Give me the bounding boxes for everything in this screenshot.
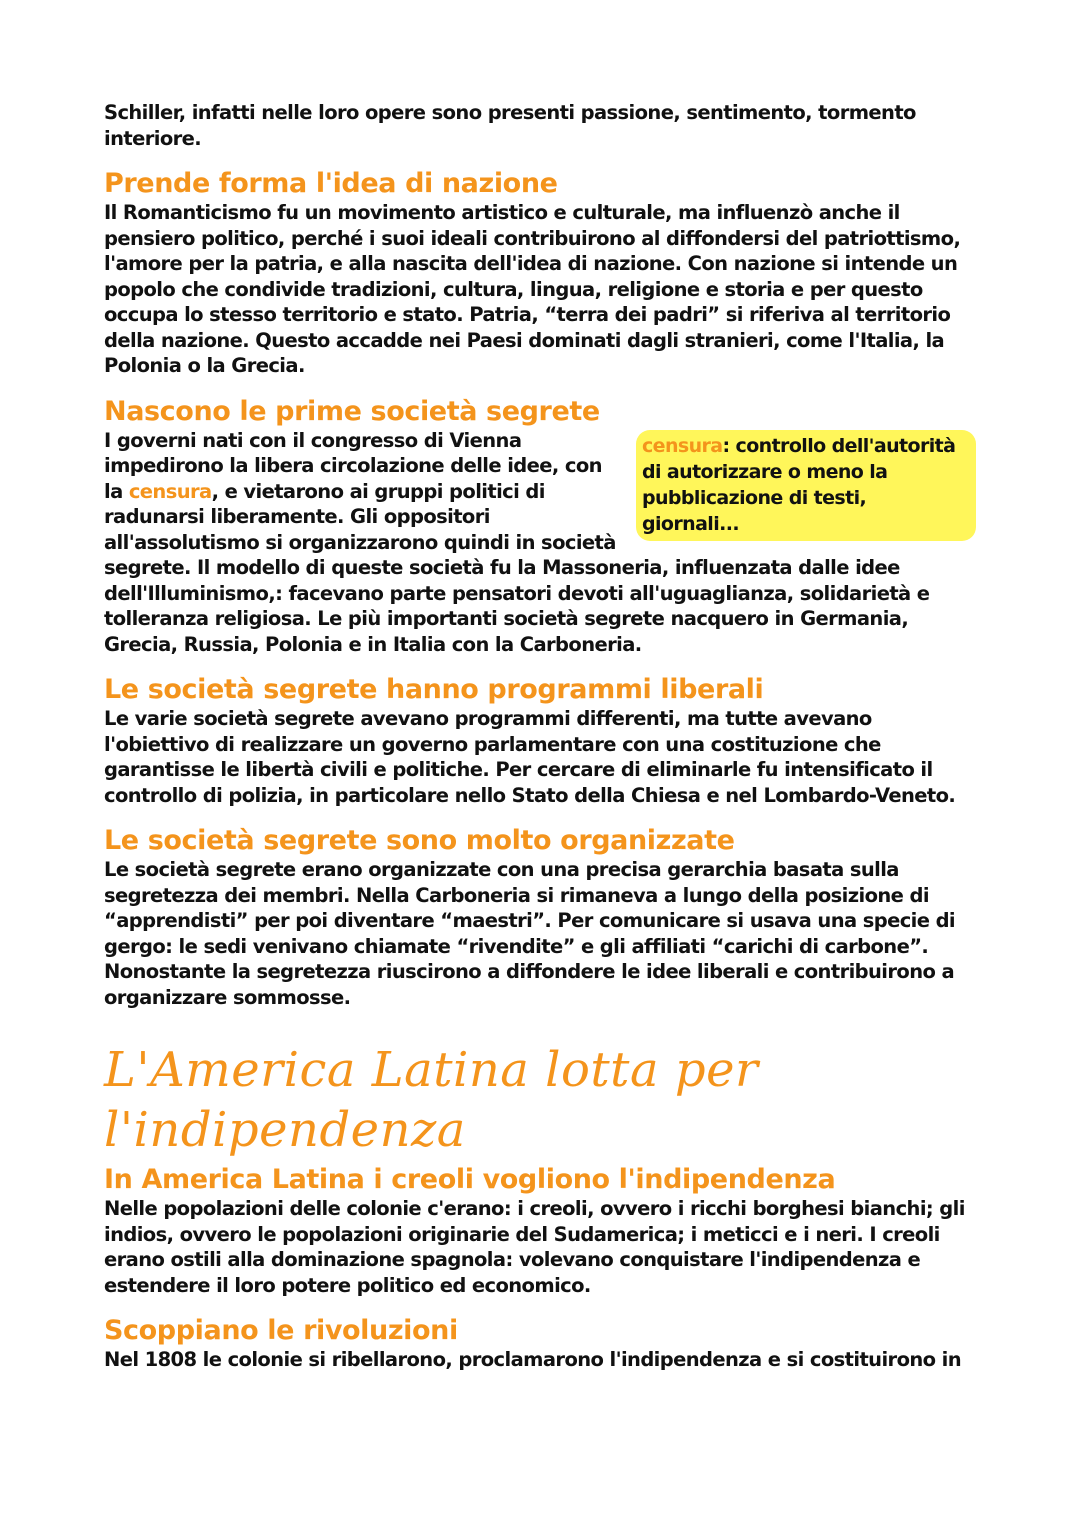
callout-term: censura [642,434,723,457]
section-societa-segrete [104,396,976,658]
section-heading: Scoppiano le rivoluzioni [104,1315,458,1346]
definition-callout [636,430,976,541]
section-body: Il Romanticismo fu un movimento artistico e culturale, ma influenzò anche il pensiero politico, perché i suoi ideali contribuirono al diffondersi del patriottismo, l'amore per la patria, e alla nascita dell'idea di nazione. Con nazione si intende un popolo che condivide tradizioni, cultura, lingua, religione e storia e per questo occupa lo stesso territorio e stato. Patria, “terra dei padri” si riferiva al territorio della nazione. Questo accadde nei Paesi dominati dagli stranieri, come l'Italia, la Polonia o la Grecia. [104,201,961,377]
section-rivoluzioni [104,1315,976,1373]
section-body: Nel 1808 le colonie si ribellarono, proclamarono l'indipendenza e si costituirono in [104,1348,961,1371]
section-programmi-liberali [104,674,976,808]
body-text-start: I governi nati con il congresso di Vienna impedirono la libera circolazione delle idee, con la [104,428,602,503]
section-organizzazione [104,825,976,1010]
notes-content [104,100,976,1373]
section-body: Le società segrete erano organizzate con una precisa gerarchia basata sulla segretezza dei membri. Nella Carboneria si rimaneva a lungo della posizione di “apprendisti” per poi diventare “maestri”. Per comunicare si usava una specie di gergo: le sedi venivano chiamate “rivendite” e gli affiliati “carichi di carbone”. Nonostante la segretezza riuscirono a diffondere le idee liberali e contribuirono a organizzare sommosse. [104,858,956,1009]
section-heading: Le società segrete hanno programmi liberali [104,674,764,705]
section-creoli [104,1164,976,1298]
intro-paragraph: Schiller, infatti nelle loro opere sono presenti passione, sentimento, tormento interiore. [104,101,916,150]
section-idea-nazione [104,168,976,379]
section-heading: In America Latina i creoli vogliono l'indipendenza [104,1164,836,1195]
section-body: Nelle popolazioni delle colonie c'erano: i creoli, ovvero i ricchi borghesi bianchi; gli indios, ovvero le popolazioni originarie del Sudamerica; i meticci e i neri. I creoli erano ostili alla dominazione spagnola: volevano conquistare l'indipendenza e estendere il loro potere politico ed economico. [104,1197,965,1297]
section-body: Le varie società segrete avevano programmi differenti, ma tutte avevano l'obiettivo di realizzare un governo parlamentare con una costituzione che garantisse le libertà civili e politiche. Per cercare di eliminarle fu intensificato il controllo di polizia, in particolare nello Stato della Chiesa e nel Lombardo-Veneto. [104,707,956,807]
chapter-title: L'America Latina lotta per l'indipendenza [104,1042,759,1158]
section-heading: Le società segrete sono molto organizzate [104,825,735,856]
section-heading: Prende forma l'idea di nazione [104,168,558,199]
callout-text: : controllo dell'autorità di autorizzare o meno la pubblicazione di testi, giornali... [642,434,956,535]
body-text-end: , e vietarono ai gruppi politici di radunarsi liberamente. Gli oppositori all'assolutismo si organizzarono quindi in società segrete. Il modello di queste società fu la Massoneria, influenzata dalle idee dell'Illuminismo,: facevano parte pensatori devoti all'uguaglianza, solidarietà e tolleranza religiosa. Le più importanti società segrete nacquero in Germania, Grecia, Russia, Polonia e in Italia con la Carboneria. [104,479,930,656]
section-heading: Nascono le prime società segrete [104,395,600,427]
highlighted-term: censura [128,479,212,503]
